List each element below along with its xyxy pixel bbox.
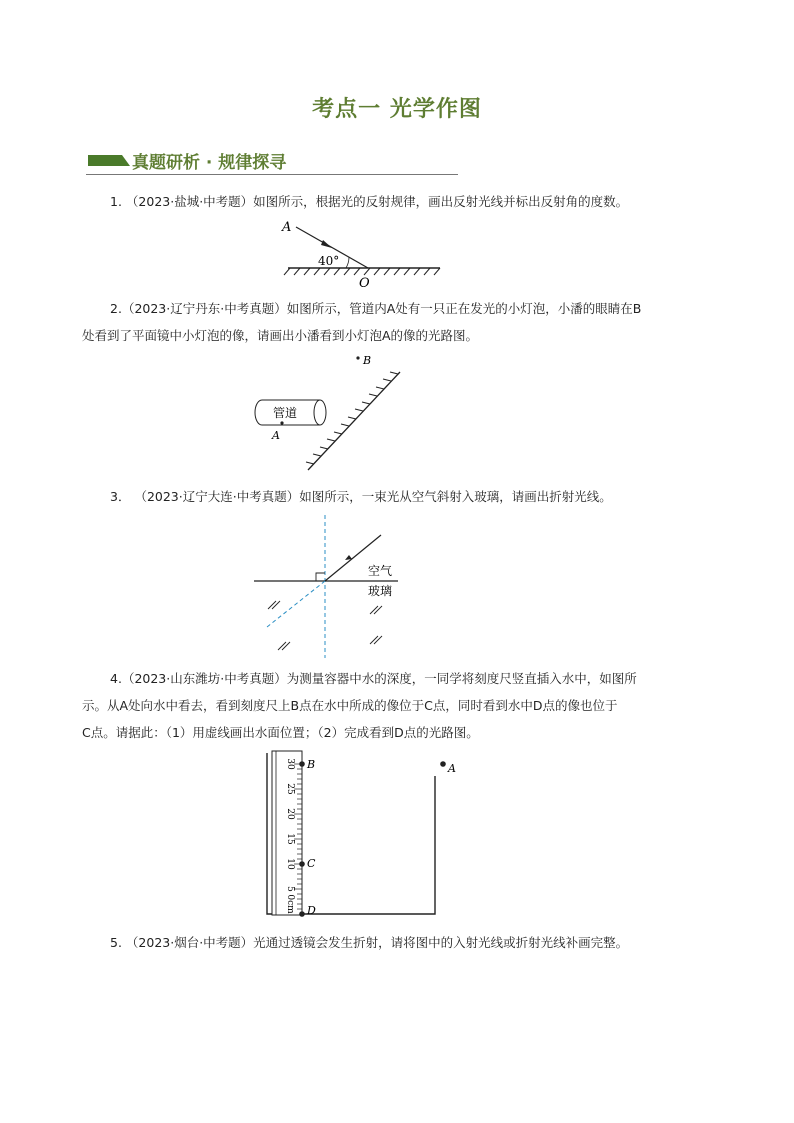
question-text: （2023·烟台·中考题）光通过透镜会发生折射，请将图中的入射光线或折射光线补画完整。 bbox=[125, 935, 629, 950]
point-b bbox=[356, 356, 359, 359]
section-marker bbox=[88, 155, 122, 166]
question-5 bbox=[82, 929, 722, 956]
point-c bbox=[299, 861, 305, 867]
right-angle-mark bbox=[316, 573, 325, 581]
air-label: 空气 bbox=[368, 564, 393, 578]
section-title: 真题研析 · 规律探寻 bbox=[132, 153, 287, 173]
label-a: A bbox=[282, 220, 292, 235]
point-b bbox=[299, 761, 305, 767]
glass-label: 玻璃 bbox=[368, 584, 393, 598]
question-3 bbox=[82, 483, 722, 510]
question-text: （2023·盐城·中考题）如图所示，根据光的反射规律，画出反射光线并标出反射角的度数。 bbox=[125, 194, 629, 209]
label-b: B bbox=[307, 758, 316, 771]
label-o: O bbox=[359, 276, 370, 291]
section-header bbox=[86, 148, 458, 176]
question-text: （2023·辽宁大连·中考真题）如图所示，一束光从空气斜射入玻璃，请画出折射光线。 bbox=[134, 489, 612, 504]
figure-3-refraction bbox=[250, 513, 410, 661]
point-a bbox=[440, 761, 446, 767]
point-a bbox=[280, 421, 283, 424]
question-2 bbox=[82, 295, 722, 349]
question-text-line-1: （2023·山东潍坊·中考真题）为测量容器中水的深度，一同学将刻度尺竖直插入水中，如图所 bbox=[121, 671, 637, 686]
ruler-tick-20: 20 bbox=[285, 808, 295, 820]
label-c: C bbox=[307, 857, 316, 870]
label-d: D bbox=[307, 904, 316, 917]
question-text-line-3: C点。请据此：（1）用虚线画出水面位置；（2）完成看到D点的光路图。 bbox=[82, 725, 479, 740]
ruler-tick-0: 0cm bbox=[285, 894, 295, 914]
question-1 bbox=[82, 188, 722, 215]
question-text-line-2: 处看到了平面镜中小灯泡的像，请画出小潘看到小灯泡A的像的光路图。 bbox=[82, 328, 479, 343]
question-4 bbox=[82, 665, 722, 746]
ruler-tick-5: 5 bbox=[285, 886, 295, 892]
label-a: A bbox=[272, 429, 280, 442]
ruler-tick-25: 25 bbox=[285, 783, 295, 795]
point-d bbox=[299, 911, 305, 917]
ruler-tick-10: 10 bbox=[285, 858, 295, 870]
ray-arrow bbox=[321, 240, 332, 248]
question-number: 3． bbox=[110, 489, 131, 504]
question-number: 5. bbox=[110, 935, 122, 950]
question-text-line-1: （2023·辽宁丹东·中考真题）如图所示，管道内A处有一只正在发光的小灯泡，小潘的眼睛在B bbox=[121, 301, 642, 316]
section-underline bbox=[86, 174, 458, 175]
question-text-line-2: 示。从A处向水中看去，看到刻度尺上B点在水中所成的像位于C点，同时看到水中D点的像也位于 bbox=[82, 698, 618, 713]
label-b: B bbox=[363, 354, 372, 367]
page-title: 考点一 光学作图 bbox=[312, 97, 482, 122]
mirror-hatching bbox=[284, 268, 440, 275]
label-a: A bbox=[448, 762, 456, 775]
question-number: 4. bbox=[110, 671, 122, 686]
figure-2-plane-mirror bbox=[240, 348, 420, 476]
extension-dashed bbox=[267, 581, 325, 627]
pipe-label: 管道 bbox=[273, 406, 298, 420]
question-number: 1. bbox=[110, 194, 122, 209]
figure-4-water-depth bbox=[260, 748, 460, 920]
figure-1-reflection bbox=[276, 218, 446, 290]
angle-label: 40° bbox=[318, 254, 340, 268]
ruler-tick-30: 30 bbox=[285, 758, 295, 770]
angle-arc bbox=[346, 257, 349, 268]
ruler-tick-15: 15 bbox=[285, 833, 295, 845]
question-number: 2. bbox=[110, 301, 122, 316]
